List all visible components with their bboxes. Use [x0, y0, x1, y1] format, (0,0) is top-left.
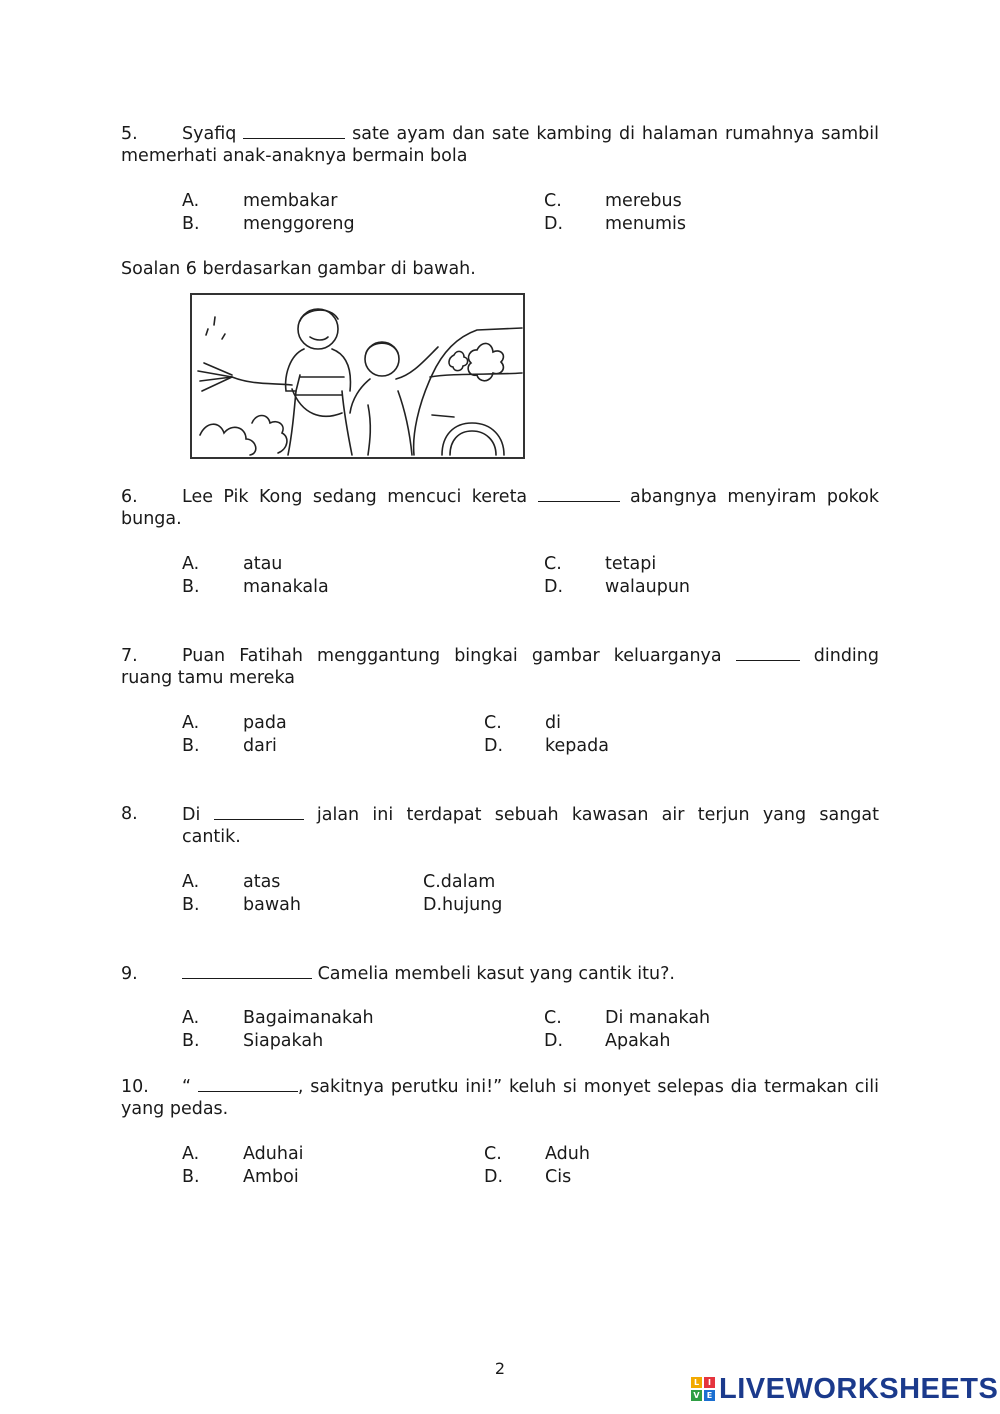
- q8-blank[interactable]: [214, 803, 304, 820]
- boys-washing-car-drawing: [192, 295, 523, 457]
- option-letter: C.: [544, 554, 562, 574]
- option-text: Apakah: [605, 1031, 671, 1051]
- q10-line1: [121, 1075, 879, 1098]
- q6-blank[interactable]: [538, 485, 620, 502]
- q7-text-pre: Puan Fatihah menggantung bingkai gambar keluarganya: [182, 646, 722, 666]
- q5-text-post: sate ayam dan sate kambing di halaman rumahnya sambil: [352, 124, 879, 144]
- option-letter: B.: [182, 895, 200, 915]
- option-letter: C.: [544, 191, 562, 211]
- q9-line1: [121, 962, 879, 985]
- option-letter: B.: [182, 1167, 200, 1187]
- logo-block: I: [704, 1377, 715, 1388]
- option-letter: C.: [484, 713, 502, 733]
- q10-option-b[interactable]: [182, 1166, 299, 1188]
- q9-option-a[interactable]: [182, 1007, 374, 1029]
- q7-text-post: dinding: [813, 646, 879, 666]
- q5-line2: memerhati anak-anaknya bermain bola: [121, 146, 468, 166]
- option-text: Cis: [545, 1167, 572, 1187]
- page-number: 2: [494, 1359, 506, 1378]
- q6-option-a[interactable]: [182, 553, 282, 575]
- option-letter: B.: [182, 214, 200, 234]
- option-text: manakala: [243, 577, 329, 597]
- option-letter: C.: [484, 1144, 502, 1164]
- q6-text-post: abangnya menyiram pokok: [630, 487, 880, 507]
- q9-text-post: Camelia membeli kasut yang cantik itu?.: [317, 964, 675, 984]
- q10-option-d[interactable]: [484, 1166, 571, 1188]
- q7-option-c[interactable]: [484, 712, 561, 734]
- q5-blank[interactable]: [243, 122, 345, 139]
- option-text: tetapi: [605, 554, 657, 574]
- option-text: membakar: [243, 191, 338, 211]
- option-text: bawah: [243, 895, 301, 915]
- option-text: walaupun: [605, 577, 691, 597]
- q6-intro: Soalan 6 berdasarkan gambar di bawah.: [121, 259, 476, 279]
- q6-option-c[interactable]: [544, 553, 656, 575]
- q6-option-d[interactable]: [544, 576, 690, 598]
- option-text: menggoreng: [243, 214, 355, 234]
- q8-option-c[interactable]: [423, 871, 495, 893]
- q10-blank[interactable]: [198, 1075, 298, 1092]
- option-letter: A.: [182, 1008, 200, 1028]
- q5-option-b[interactable]: [182, 213, 355, 235]
- q9-number: 9.: [121, 964, 138, 984]
- option-text: Siapakah: [243, 1031, 324, 1051]
- q5-option-c[interactable]: [544, 190, 682, 212]
- liveworksheets-logo[interactable]: [691, 1374, 998, 1404]
- q8-option-a[interactable]: [182, 871, 280, 893]
- q8-option-b[interactable]: [182, 894, 301, 916]
- logo-block: L: [691, 1377, 702, 1388]
- option-text: atau: [243, 554, 283, 574]
- q7-option-d[interactable]: [484, 735, 609, 757]
- option-text: kepada: [545, 736, 609, 756]
- option-letter: D.: [544, 1031, 564, 1051]
- q7-line2: ruang tamu mereka: [121, 668, 296, 688]
- option-letter: B.: [182, 1031, 200, 1051]
- option-letter: C.: [544, 1008, 562, 1028]
- q8-text-post: jalan ini terdapat sebuah kawasan air terjun yang sangat: [316, 805, 879, 825]
- option-letter: A.: [182, 872, 200, 892]
- q8-text-pre: Di: [182, 805, 201, 825]
- option-text: Bagaimanakah: [243, 1008, 374, 1028]
- q7-blank[interactable]: [736, 644, 800, 661]
- option-text: pada: [243, 713, 287, 733]
- option-letter: D.: [484, 736, 504, 756]
- q7-option-a[interactable]: [182, 712, 287, 734]
- q9-blank[interactable]: [182, 962, 312, 979]
- option-letter: A.: [182, 554, 200, 574]
- option-text: Aduhai: [243, 1144, 304, 1164]
- q10-option-a[interactable]: [182, 1143, 304, 1165]
- option-letter: B.: [182, 736, 200, 756]
- logo-block: E: [704, 1390, 715, 1401]
- logo-text: LIVEWORKSHEETS: [719, 1372, 999, 1405]
- option-text: atas: [243, 872, 281, 892]
- q5-number: 5.: [121, 124, 138, 144]
- q7-line1: [121, 644, 879, 667]
- option-letter: D.: [544, 214, 564, 234]
- q8-line1: [182, 803, 879, 826]
- q5-option-d[interactable]: [544, 213, 686, 235]
- q7-number: 7.: [121, 646, 138, 666]
- option-text: Aduh: [545, 1144, 590, 1164]
- q10-number: 10.: [121, 1077, 149, 1097]
- q9-option-c[interactable]: [544, 1007, 710, 1029]
- logo-blocks-icon: [691, 1377, 715, 1401]
- q6-number: 6.: [121, 487, 138, 507]
- car-washing-illustration: [190, 293, 525, 459]
- q8-option-d[interactable]: [423, 894, 502, 916]
- option-text: di: [545, 713, 561, 733]
- q9-option-b[interactable]: [182, 1030, 323, 1052]
- option-letter: B.: [182, 577, 200, 597]
- q8-line2: cantik.: [182, 827, 241, 847]
- option-text: C.dalam: [423, 872, 496, 892]
- q6-line2: bunga.: [121, 509, 182, 529]
- option-letter: D.: [484, 1167, 504, 1187]
- option-letter: A.: [182, 191, 200, 211]
- q9-option-d[interactable]: [544, 1030, 670, 1052]
- option-letter: A.: [182, 1144, 200, 1164]
- option-letter: D.: [544, 577, 564, 597]
- q6-line1: [121, 485, 879, 508]
- logo-block: V: [691, 1390, 702, 1401]
- q10-text-pre: “: [182, 1077, 192, 1097]
- q6-option-b[interactable]: [182, 576, 329, 598]
- q10-line2: yang pedas.: [121, 1099, 229, 1119]
- q7-option-b[interactable]: [182, 735, 277, 757]
- option-text: Di manakah: [605, 1008, 711, 1028]
- option-text: menumis: [605, 214, 687, 234]
- q10-text-post: , sakitnya perutku ini!” keluh si monyet selepas dia termakan cili: [297, 1077, 879, 1097]
- option-text: D.hujung: [423, 895, 503, 915]
- q5-option-a[interactable]: [182, 190, 337, 212]
- q10-option-c[interactable]: [484, 1143, 590, 1165]
- option-letter: A.: [182, 713, 200, 733]
- option-text: dari: [243, 736, 277, 756]
- q5-text-pre: Syafiq: [182, 124, 237, 144]
- option-text: merebus: [605, 191, 682, 211]
- option-text: Amboi: [243, 1167, 299, 1187]
- q5-line1: [121, 122, 879, 145]
- q8-number: 8.: [121, 804, 138, 824]
- q6-text-pre: Lee Pik Kong sedang mencuci kereta: [182, 487, 528, 507]
